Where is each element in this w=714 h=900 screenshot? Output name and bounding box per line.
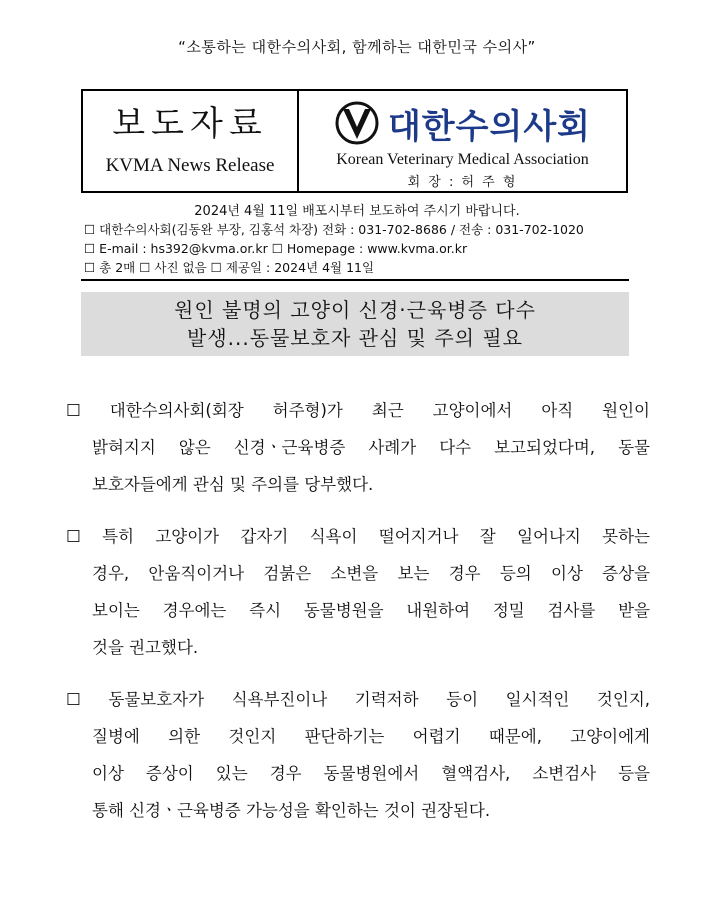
release-title-en: KVMA News Release: [105, 155, 275, 176]
kvma-logo-icon: [334, 101, 380, 145]
article-body: [66, 392, 650, 844]
header-box: [81, 89, 628, 193]
logo-row: [299, 97, 626, 149]
paragraph-2: [66, 518, 650, 666]
president-line: 회 장 : 허 주 형: [407, 175, 518, 190]
contact-phone-line: ☐ 대한수의사회(김동완 부장, 김홍석 차장) 전화 : 031-702-8686 / 전송 : 031-702-1020: [84, 222, 584, 237]
divider: [81, 279, 629, 281]
paragraph-line: 것을 권고했다.: [92, 638, 199, 657]
headline-line-1: 원인 불명의 고양이 신경·근육병증 다수: [174, 298, 536, 322]
organization-block: [299, 91, 626, 191]
organization-name-en: Korean Veterinary Medical Association: [336, 151, 589, 168]
paragraph-line: 경우, 안움직이거나 검붉은 소변을 보는 경우 등의 이상 증상을: [92, 564, 650, 583]
paragraph-line: 질병에 의한 것인지 판단하기는 어렵기 때문에, 고양이에게: [92, 727, 650, 746]
headline-band: [81, 292, 629, 356]
paragraph-line: 통해 신경ㆍ근육병증 가능성을 확인하는 것이 권장된다.: [92, 801, 491, 820]
paragraph-line: ☐ 동물보호자가 식욕부진이나 기력저하 등이 일시적인 것인지,: [66, 690, 650, 709]
contact-info: [84, 220, 584, 277]
paragraph-line: 보호자들에게 관심 및 주의를 당부했다.: [92, 475, 374, 494]
headline-line-2: 발생...동물보호자 관심 및 주의 필요: [187, 326, 523, 350]
paragraph-3: [66, 681, 650, 829]
paragraph-line: ☐ 특히 고양이가 갑자기 식욕이 떨어지거나 잘 일어나지 못하는: [66, 527, 650, 546]
slogan: “소통하는 대한수의사회, 함께하는 대한민국 수의사”: [178, 38, 536, 56]
contact-web-line: ☐ E-mail : hs392@kvma.or.kr ☐ Homepage : www.kvma.or.kr: [84, 241, 468, 256]
paragraph-line: 밝혀지지 않은 신경ㆍ근육병증 사례가 다수 보고되었다며, 동물: [92, 438, 650, 457]
organization-name-ko: 대한수의사회: [387, 106, 592, 147]
paragraph-line: 보이는 경우에는 즉시 동물병원을 내원하여 정밀 검사를 받을: [92, 601, 650, 620]
release-title-block: [83, 91, 299, 191]
paragraph-1: [66, 392, 650, 503]
paragraph-line: ☐ 대한수의사회(회장 허주형)가 최근 고양이에서 아직 원인이: [66, 401, 650, 420]
paragraph-line: 이상 증상이 있는 경우 동물병원에서 혈액검사, 소변검사 등을: [92, 764, 650, 783]
contact-meta-line: ☐ 총 2매 ☐ 사진 없음 ☐ 제공일 : 2024년 4월 11일: [84, 260, 375, 275]
release-date-notice: 2024년 4월 11일 배포시부터 보도하여 주시기 바랍니다.: [194, 204, 520, 219]
release-title-ko: 보도자료: [112, 104, 268, 144]
